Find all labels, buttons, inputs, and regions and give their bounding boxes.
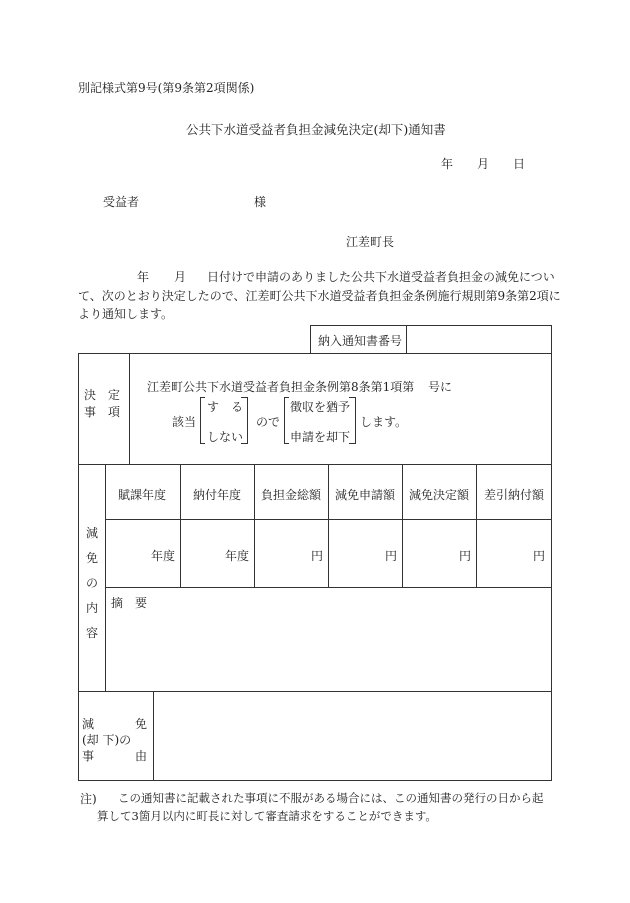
decision-text1: 江差町公共下水道受益者負担金条例第8条第1項第: [147, 380, 415, 394]
reason-char: 減: [82, 717, 95, 731]
header-cell: 減免申請額: [335, 488, 396, 502]
header-cell: 負担金総額: [261, 488, 322, 502]
opt-suru: す る: [207, 400, 244, 414]
unit-cell: 円: [459, 549, 472, 563]
decision-label-a: 決 定: [84, 388, 121, 402]
note-mark: 注): [80, 792, 97, 806]
body-line3: より通知します。: [78, 307, 174, 321]
opt-choushu: 徴収を猶予: [290, 400, 351, 414]
date-month-label: 月: [477, 157, 490, 171]
decision-label-b: 事 項: [84, 405, 121, 419]
unit-cell: 円: [385, 549, 398, 563]
side-char: 容: [86, 626, 99, 640]
opt-kyakka: 申請を却下: [290, 430, 351, 444]
unit-cell: 年度: [151, 549, 176, 563]
side-char: の: [86, 576, 99, 590]
reason-char: 免: [135, 717, 148, 731]
body-month: 月: [174, 270, 187, 284]
reason-char: 由: [135, 749, 148, 763]
issuer: 江差町長: [346, 235, 395, 249]
side-char: 内: [86, 601, 99, 615]
document-title: 公共下水道受益者負担金減免決定(却下)通知書: [186, 122, 446, 137]
side-char: 免: [86, 551, 99, 565]
note-line1: この通知書に記載された事項に不服がある場合には、この通知書の発行の日から起: [118, 791, 544, 805]
decision-shimasu: します。: [360, 415, 408, 429]
body-year: 年: [137, 270, 150, 284]
unit-cell: 年度: [225, 549, 250, 563]
notice-number-label: 納入通知書番号: [318, 334, 403, 348]
side-char: 減: [86, 526, 99, 540]
unit-cell: 円: [311, 549, 324, 563]
decision-text1-end: 号に: [428, 380, 453, 394]
header-cell: 納付年度: [193, 488, 242, 502]
summary-label: 摘 要: [111, 596, 148, 610]
date-day-label: 日: [513, 157, 526, 171]
decision-node: ので: [256, 415, 281, 429]
unit-cell: 円: [533, 549, 546, 563]
body-line1: 日付けで申請のありました公共下水道受益者負担金の減免につい: [207, 270, 555, 284]
recipient-honorific: 様: [254, 195, 267, 209]
date-year-label: 年: [441, 157, 454, 171]
header-cell: 差引納付額: [484, 488, 545, 502]
reason-char: 事: [82, 749, 95, 763]
recipient-label: 受益者: [103, 195, 140, 209]
header-cell: 賦課年度: [118, 488, 167, 502]
note-line2: 算して3箇月以内に町長に対して審査請求をすることができます。: [97, 809, 437, 823]
reason-line2: (却 下)の: [82, 733, 132, 747]
form-label: 別記様式第9号(第9条第2項関係): [78, 81, 255, 95]
body-line2: て、次のとおり決定したので、江差町公共下水道受益者負担金条例施行規則第9条第2項に: [78, 289, 561, 303]
header-cell: 減免決定額: [409, 488, 470, 502]
decision-gaitou: 該当: [172, 415, 197, 429]
opt-shinai: しない: [207, 430, 244, 444]
